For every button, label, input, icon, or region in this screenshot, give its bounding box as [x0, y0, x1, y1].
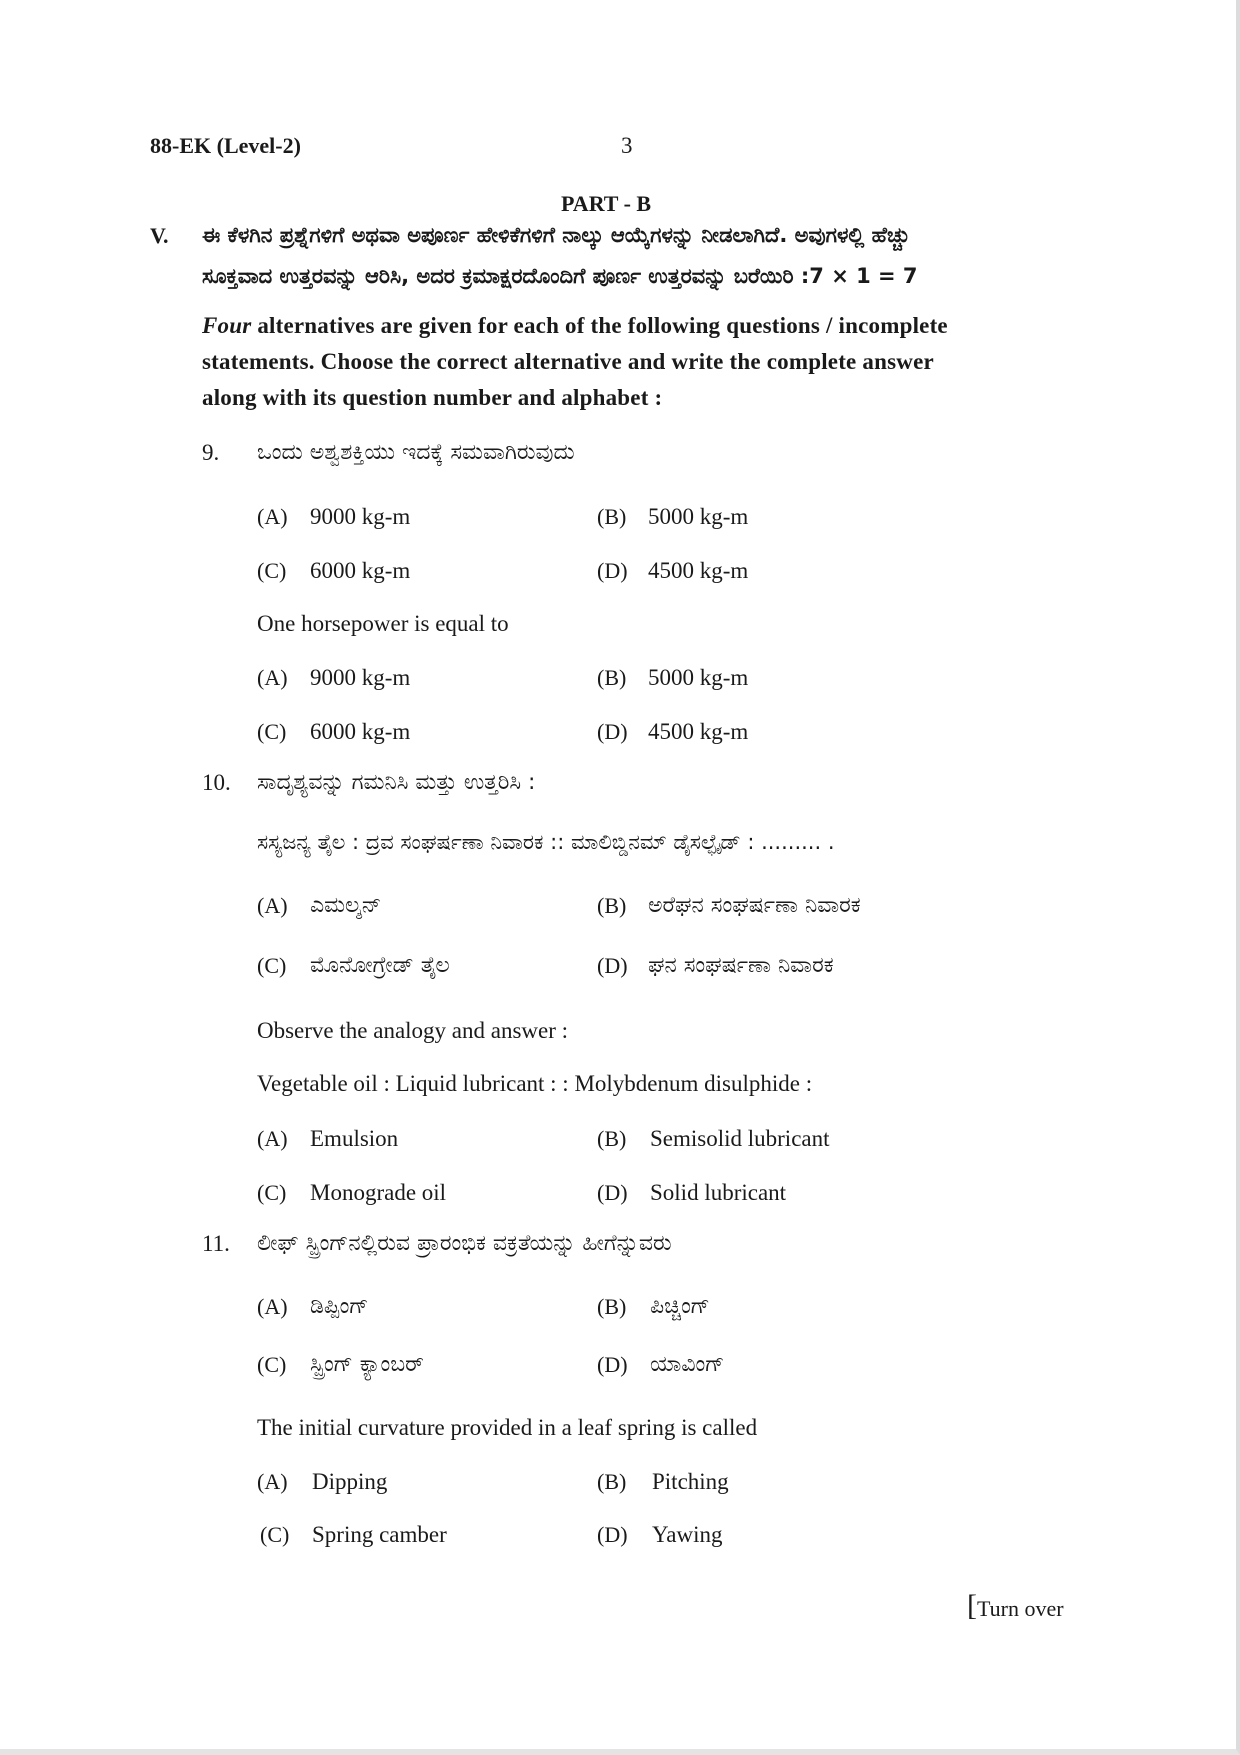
page-number: 3 [621, 133, 633, 158]
q11-kn-option-c: ಸ್ಪ್ರಿಂಗ್ ಕ್ಯಾಂಬರ್ [310, 1352, 424, 1377]
q9-en-option-d-label: (D) [597, 719, 628, 744]
q9-en-option-c: 6000 kg-m [310, 719, 411, 744]
q11-en-option-b: Pitching [652, 1469, 729, 1494]
q11-kn-option-a: ಡಿಪ್ಪಿಂಗ್ [310, 1294, 369, 1319]
turn-over-bracket: [ [967, 1589, 977, 1622]
q11-en-option-c: Spring camber [312, 1522, 447, 1547]
question-10-kannada: ಸಾದೃಶ್ಯವನ್ನು ಗಮನಿಸಿ ಮತ್ತು ಉತ್ತರಿಸಿ : [257, 770, 536, 795]
q9-kn-option-b-label: (B) [597, 504, 627, 529]
question-10-english-analogy: Vegetable oil : Liquid lubricant : : Molybdenum disulphide : [257, 1071, 813, 1096]
q11-kn-option-c-label: (C) [257, 1352, 287, 1377]
q10-en-option-d: Solid lubricant [650, 1180, 787, 1205]
q11-en-option-d: Yawing [652, 1522, 723, 1547]
q10-en-option-c: Monograde oil [310, 1180, 447, 1205]
q9-en-option-a: 9000 kg-m [310, 665, 411, 690]
q10-en-option-a: Emulsion [310, 1126, 399, 1151]
q9-kn-option-a-label: (A) [257, 504, 288, 529]
instruction-rest: alternatives are given for each of the following questions / incomplete [257, 313, 948, 338]
q11-en-option-a: Dipping [312, 1469, 388, 1494]
q10-en-option-b-label: (B) [597, 1126, 627, 1151]
part-title: PART - B [561, 191, 652, 216]
turn-over [967, 1589, 1064, 1622]
q9-kn-option-c-label: (C) [257, 558, 287, 583]
question-11-kannada: ಲೀಫ್ ಸ್ಪ್ರಿಂಗ್‌ನಲ್ಲಿರುವ ಪ್ರಾರಂಭಿಕ ವಕ್ರತೆಯನ್ನು ಹೀಗೆನ್ನುವರು [257, 1231, 672, 1256]
question-11-english: The initial curvature provided in a leaf spring is called [257, 1415, 758, 1440]
q9-en-option-a-label: (A) [257, 665, 288, 690]
q11-en-option-a-label: (A) [257, 1469, 288, 1494]
q9-kn-option-d-label: (D) [597, 558, 628, 583]
english-instruction-line3: along with its question number and alphabet : [202, 385, 663, 410]
turn-over-text: Turn over [977, 1596, 1064, 1621]
kannada-instruction-line2: ಸೂಕ್ತವಾದ ಉತ್ತರವನ್ನು ಆರಿಸಿ, ಅದರ ಕ್ರಮಾಕ್ಷರದೊಂದಿಗೆ ಪೂರ್ಣ ಉತ್ತರವನ್ನು ಬರೆಯಿರಿ :7 × 1 = 7 [202, 264, 918, 288]
q10-kn-option-a-label: (A) [257, 893, 288, 918]
q11-en-option-b-label: (B) [597, 1469, 627, 1494]
q10-kn-option-c-label: (C) [257, 953, 287, 978]
english-instruction-line2: statements. Choose the correct alternative and write the complete answer [202, 349, 934, 374]
q11-en-option-d-label: (D) [597, 1522, 628, 1547]
question-10-kannada-analogy: ಸಸ್ಯಜನ್ಯ ತೈಲ : ದ್ರವ ಸಂಘರ್ಷಣಾ ನಿವಾರಕ :: ಮಾಲಿಬ್ಡಿನಮ್ ಡೈಸಲ್ಫೈಡ್ : ......... . [257, 830, 835, 854]
q11-kn-option-b-label: (B) [597, 1294, 627, 1319]
instruction-emphasis: Four [202, 313, 252, 338]
question-11-number: 11. [202, 1231, 230, 1256]
question-9-kannada: ಒಂದು ಅಶ್ವಶಕ್ತಿಯು ಇದಕ್ಕೆ ಸಮವಾಗಿರುವುದು [257, 440, 575, 465]
q9-kn-option-b: 5000 kg-m [648, 504, 749, 529]
q9-en-option-b: 5000 kg-m [648, 665, 749, 690]
question-9-number: 9. [202, 440, 220, 465]
q11-kn-option-b: ಪಿಚ್ಚಿಂಗ್ [650, 1294, 710, 1319]
q9-kn-option-d: 4500 kg-m [648, 558, 749, 583]
q10-kn-option-c: ಮೊನೋಗ್ರೇಡ್ ತೈಲ [310, 953, 450, 978]
q10-kn-option-a: ಎಮಲ್ಶನ್ [310, 893, 382, 918]
q10-kn-option-d: ಘನ ಸಂಘರ್ಷಣಾ ನಿವಾರಕ [648, 953, 834, 978]
q10-en-option-b: Semisolid lubricant [650, 1126, 830, 1151]
question-9-english: One horsepower is equal to [257, 611, 509, 636]
q9-en-option-c-label: (C) [257, 719, 287, 744]
q10-en-option-a-label: (A) [257, 1126, 288, 1151]
paper-code: 88-EK (Level-2) [150, 133, 301, 158]
q11-kn-option-a-label: (A) [257, 1294, 288, 1319]
kannada-instruction-line1: ಈ ಕೆಳಗಿನ ಪ್ರಶ್ನೆಗಳಿಗೆ ಅಥವಾ ಅಪೂರ್ಣ ಹೇಳಿಕೆಗಳಿಗೆ ನಾಲ್ಕು ಆಯ್ಕೆಗಳನ್ನು ನೀಡಲಾಗಿದೆ. ಅವುಗಳಲ್ಲಿ ಹೆಚ್ಚು [202, 223, 911, 247]
q10-kn-option-b-label: (B) [597, 893, 627, 918]
section-number: V. [150, 223, 169, 248]
q9-en-option-b-label: (B) [597, 665, 627, 690]
q10-en-option-c-label: (C) [257, 1180, 287, 1205]
q9-en-option-d: 4500 kg-m [648, 719, 749, 744]
q11-en-option-c-label: (C) [260, 1522, 290, 1547]
q9-kn-option-c: 6000 kg-m [310, 558, 411, 583]
q10-kn-option-b: ಅರೆಘನ ಸಂಘರ್ಷಣಾ ನಿವಾರಕ [648, 893, 861, 918]
english-instruction-line1 [202, 313, 948, 339]
q10-kn-option-d-label: (D) [597, 953, 628, 978]
question-10-english: Observe the analogy and answer : [257, 1018, 569, 1043]
question-10-number: 10. [202, 770, 231, 795]
q11-kn-option-d-label: (D) [597, 1352, 628, 1377]
q9-kn-option-a: 9000 kg-m [310, 504, 411, 529]
q10-en-option-d-label: (D) [597, 1180, 628, 1205]
q11-kn-option-d: ಯಾವಿಂಗ್ [650, 1352, 725, 1377]
